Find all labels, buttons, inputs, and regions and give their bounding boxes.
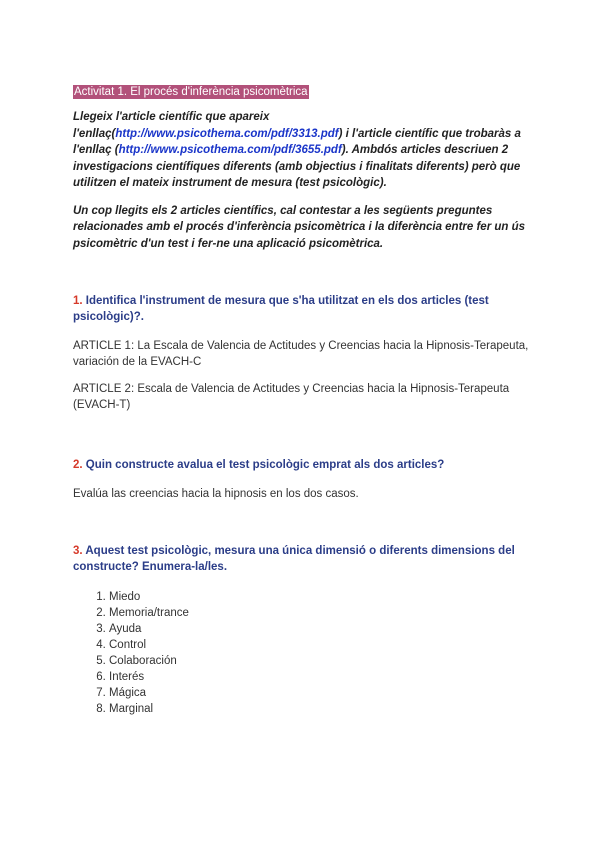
document-page bbox=[73, 84, 533, 717]
question-2-text: Quin constructe avalua el test psicològic emprat als dos articles? bbox=[82, 459, 445, 471]
answer-1-article-1: ARTICLE 1: La Escala de Valencia de Actitudes y Creencias hacia la Hipnosis-Terapeuta, variación de la EVACH-C bbox=[73, 340, 529, 368]
list-item: 2. Memoria/trance bbox=[109, 605, 533, 621]
article2-link[interactable]: http://www.psicothema.com/pdf/3655.pdf bbox=[118, 144, 342, 156]
intro-paragraph bbox=[73, 109, 533, 192]
question-1 bbox=[73, 293, 533, 325]
list-item: 4. Control bbox=[109, 637, 533, 653]
activity-title: Activitat 1. El procés d'inferència psicomètrica bbox=[74, 86, 308, 98]
intro-text-3: ). Ambdós articles descriuen 2 investigacions científiques diferents (amb objectius i finalitats diferents) però que utilitzen el mateix instrument de mesura (test psicològic). bbox=[73, 144, 521, 189]
question-1-number: 1. bbox=[73, 295, 83, 307]
question-3-text: Aquest test psicològic, mesura una única dimensió o diferents dimensions del constructe? Enumera-la/les. bbox=[73, 545, 515, 573]
question-2-number: 2. bbox=[73, 459, 83, 471]
list-item: 1. Miedo bbox=[109, 589, 533, 605]
answer-2: Evalúa las creencias hacia la hipnosis en los dos casos. bbox=[73, 488, 359, 500]
list-item: 7. Mágica bbox=[109, 685, 533, 701]
question-3 bbox=[73, 543, 533, 575]
list-item: 6. Interés bbox=[109, 669, 533, 685]
activity-heading bbox=[73, 84, 533, 99]
instructions-paragraph: Un cop llegits els 2 articles científics, cal contestar a les següents preguntes relacionades amb el procés d'inferència psicomètrica i la diferència entre fer un ús psicomètric d'un test i fer-ne una aplicació psicomètrica. bbox=[73, 204, 526, 250]
intro-text-2: ) i l'article científic que trobaràs a l'enllaç ( bbox=[73, 127, 521, 156]
question-1-text: Identifica l'instrument de mesura que s'ha utilitzat en els dos articles (test psicològic)?. bbox=[73, 295, 489, 323]
question-3-number: 3. bbox=[73, 545, 83, 557]
dimensions-list bbox=[73, 589, 533, 717]
answer-1-article-2: ARTICLE 2: Escala de Valencia de Actitudes y Creencias hacia la Hipnosis-Terapeuta (EVACH-T) bbox=[73, 383, 510, 411]
list-item: 8. Marginal bbox=[109, 701, 533, 717]
list-item: 3. Ayuda bbox=[109, 621, 533, 637]
intro-text-1: Llegeix l'article científic que apareix l'enllaç( bbox=[73, 111, 270, 140]
list-item: 5. Colaboración bbox=[109, 653, 533, 669]
article1-link[interactable]: http://www.psicothema.com/pdf/3313.pdf bbox=[115, 127, 339, 140]
question-2 bbox=[73, 457, 533, 473]
